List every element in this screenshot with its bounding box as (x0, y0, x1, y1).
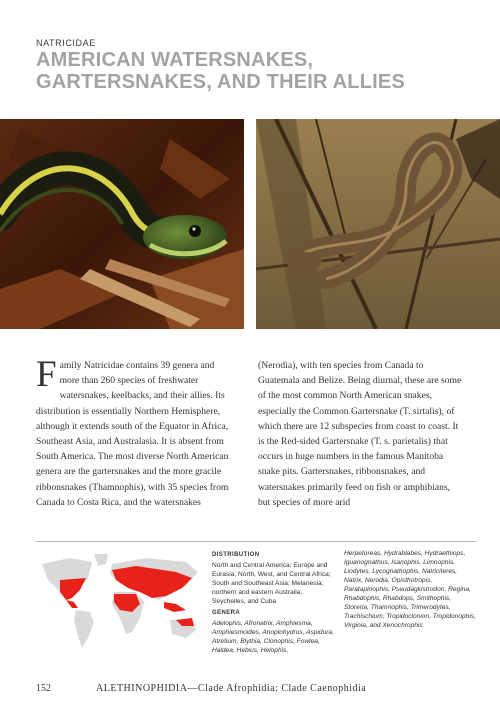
drop-cap: F (36, 354, 57, 395)
watersnake-photo (256, 119, 500, 329)
genera-text-2: Herpetoreas, Hydrablabes, Hydraethiops, Iguanognathus, Isanophis, Limnophis, Liodytes, Lycognathophis, Natriciteres, Natrix, Nerodia, Opisthotropis, Paratapinophis, Pseudagkistrodon, Regina, Rhabdophis, Rhabdops, Smithophis, Storeria, Thamnophis, Trimerodytes, Trachischium, Tropidoclonion, Tropidonophis, Virginia, and Xenochrophis (344, 550, 476, 629)
page-number: 152 (36, 683, 51, 694)
body-text-1: amily Natricidae contains 39 genera and more than 260 species of freshwater watersnakes, keelbacks, and their allies. Its distribution is essentially Northern Hemisphere, although it extends south of the Equator in Africa, Southeast Asia, and Australasia. It is absent from South America. The most diverse North American genera are the gartersnakes and the more gracile ribbonsnakes (Thamnophis), with 35 species from Canada to Costa Rica, and the watersnakes (36, 360, 229, 508)
distribution-heading: DISTRIBUTION (212, 552, 260, 558)
body-column-2 (258, 358, 463, 510)
genera-info-continued (344, 549, 476, 630)
genera-heading: GENERA (212, 610, 241, 616)
distribution-text: North and Central America; Europe and Eurasia; North, West, and Central Africa; South and Southeast Asia; Melanesia; northern and eastern Australia, Seychelles, and Cuba (212, 562, 331, 605)
distribution-info (212, 551, 336, 655)
section-divider (36, 541, 476, 542)
running-head: ALETHINOPHIDIA—Clade Afrophidia: Clade Caenophidia (96, 683, 367, 694)
family-kicker: NATRICIDAE (36, 38, 96, 48)
body-column-1 (36, 354, 231, 510)
distribution-map (36, 550, 204, 658)
genera-text-1: Adelophis, Afronatrix, Amphiesma, Amphiesmoides, Anoplohydrus, Aspidura, Atretium, Blythia, Clonophis, Fowlea, Haldea, Hebius, Helophis, (212, 620, 334, 654)
body-text-2: (Nerodia), with ten species from Canada to Guatemala and Belize. Being diurnal, these are some of the most common North American snakes, especially the Common Gartersnake (T. sirtalis), of which there are 12 subspecies from coast to coast. It is the Red-sided Gartersnake (T. s. parietalis) that occurs in huge numbers in the famous Manitoba snake pits. Gartersnakes, ribbonsnakes, and watersnakes primarily feed on fish or amphibians, but species of more arid (258, 360, 462, 508)
gartersnake-photo (0, 119, 244, 329)
page-title: AMERICAN WATERSNAKES, GARTERSNAKES, AND THEIR ALLIES (36, 49, 405, 93)
